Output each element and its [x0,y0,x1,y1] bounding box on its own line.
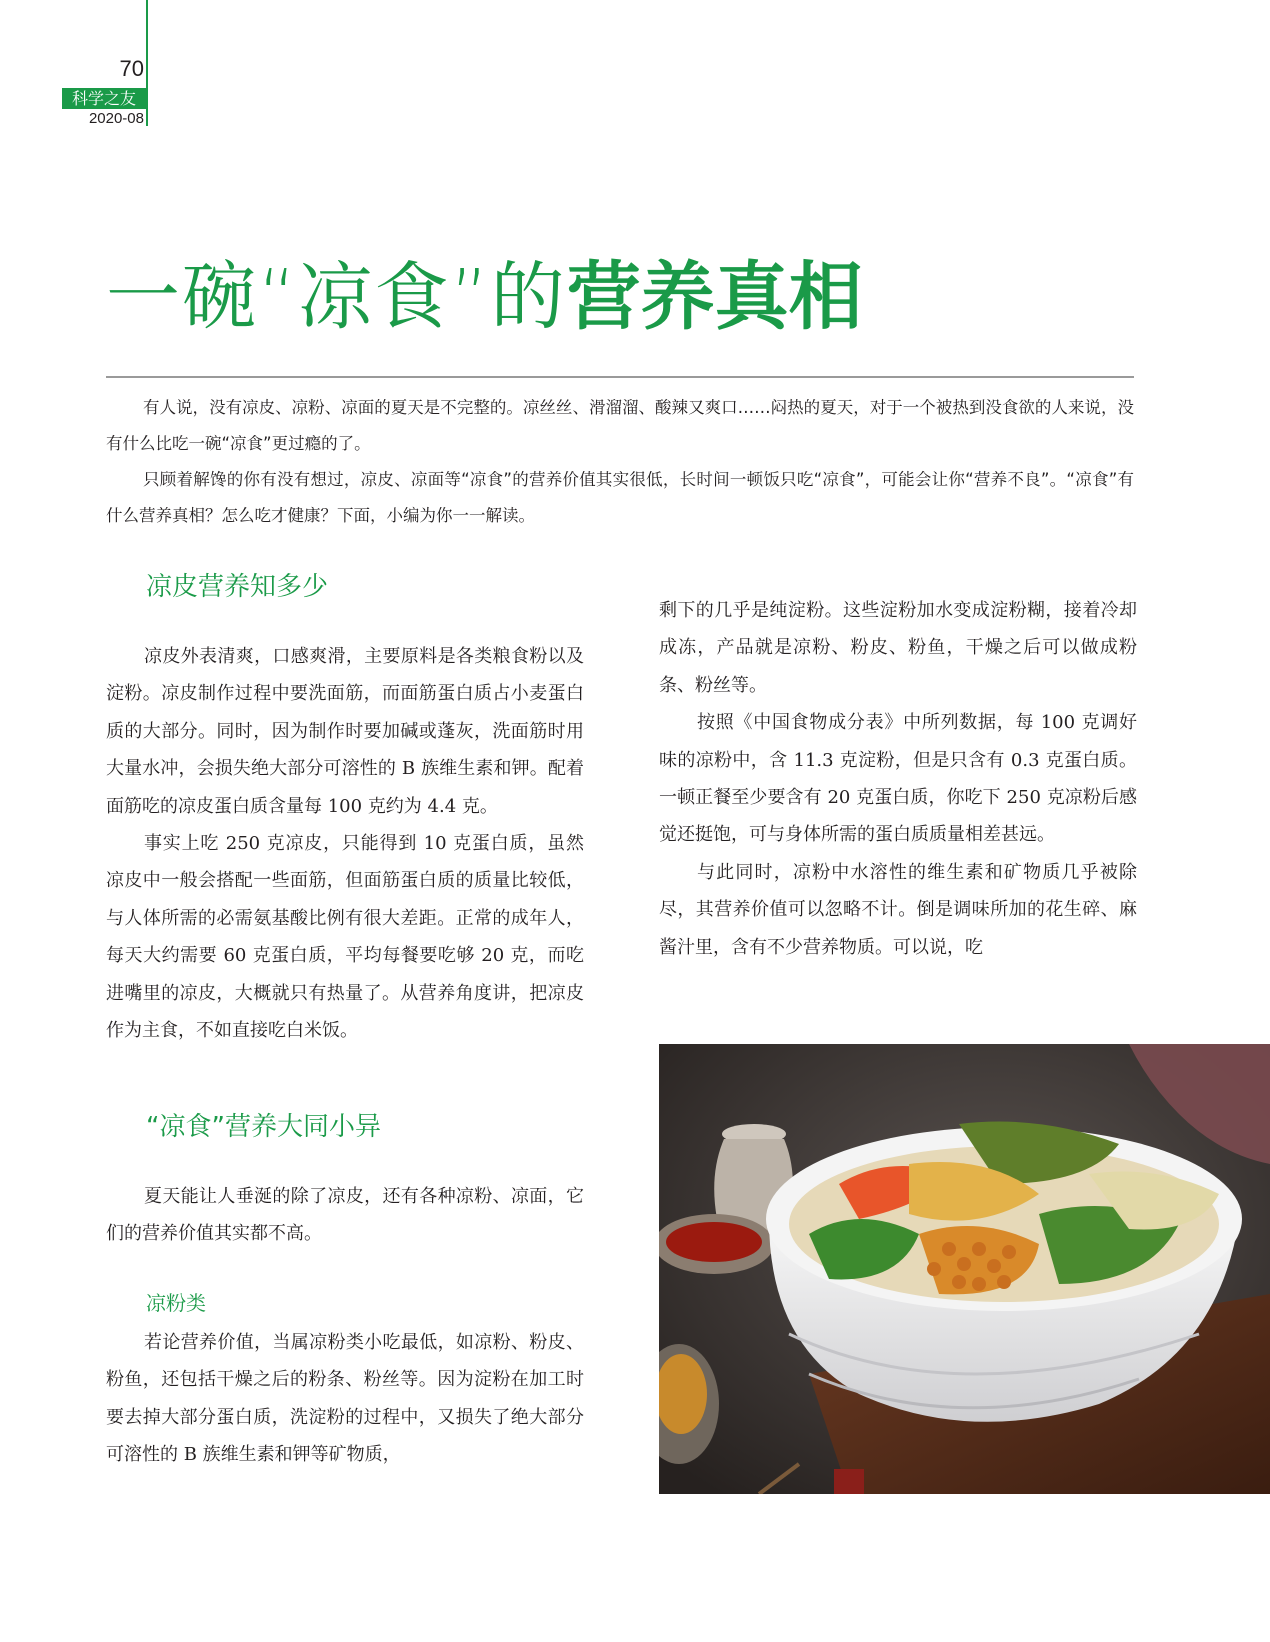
article-title-bold: 营养真相 [566,254,863,340]
subsection-liangfen-body [106,1324,584,1474]
section-heading-liangpi: 凉皮营养知多少 [146,572,329,602]
body-paragraph: 事实上吃 250 克凉皮，只能得到 10 克蛋白质，虽然凉皮中一般会搭配一些面筋，但面筋蛋白质的质量比较低，与人体所需的必需氨基酸比例有很大差距。正常的成年人，每天大约需要 60 克蛋白质，平均每餐要吃够 20 克，而吃进嘴里的凉皮，大概就只有热量了。从营养角度讲，把凉皮作为主食，不如直接吃白米饭。 [106,833,584,1042]
section-liangpi-body [106,638,584,1049]
section-liangshi-body [106,1178,584,1253]
article-title [106,252,863,342]
body-paragraph: 与此同时，凉粉中水溶性的维生素和矿物质几乎被除尽，其营养价值可以忽略不计。倒是调味所加的花生碎、麻酱汁里，含有不少营养物质。可以说，吃 [659,861,1137,958]
body-paragraph: 若论营养价值，当属凉粉类小吃最低，如凉粉、粉皮、粉鱼，还包括干燥之后的粉条、粉丝等。因为淀粉在加工时要去掉大部分蛋白质，洗淀粉的过程中，又损失了绝大部分可溶性的 B 族维生素和钾等矿物质， [106,1332,584,1466]
article-title-light: 一碗“凉食”的 [106,254,567,340]
body-paragraph: 按照《中国食物成分表》中所列数据，每 100 克调好味的凉粉中，含 11.3 克淀粉，但是只含有 0.3 克蛋白质。一顿正餐至少要含有 20 克蛋白质，你吃下 250 克凉粉后感觉还挺饱，可与身体所需的蛋白质质量相差甚远。 [659,712,1137,846]
body-paragraph: 凉皮外表清爽，口感爽滑，主要原料是各类粮食粉以及淀粉。凉皮制作过程中要洗面筋，而面筋蛋白质占小麦蛋白质的大部分。同时，因为制作时要加碱或蓬灰，洗面筋时用大量水冲，会损失绝大部分可溶性的 B 族维生素和钾。配着面筋吃的凉皮蛋白质含量每 100 克约为 4.4 克。 [106,646,584,817]
right-column-body [659,592,1137,966]
title-divider [106,376,1134,378]
page-number: 70 [119,56,144,81]
intro-paragraph: 有人说，没有凉皮、凉粉、凉面的夏天是不完整的。凉丝丝、滑溜溜、酸辣又爽口……闷热的夏天，对于一个被热到没食欲的人来说，没有什么比吃一碗“凉食”更过瘾的了。 [106,398,1134,453]
article-intro [106,390,1134,534]
body-paragraph: 夏天能让人垂涎的除了凉皮，还有各种凉粉、凉面，它们的营养价值其实都不高。 [106,1186,584,1245]
cold-noodle-bowl-photo [659,1044,1270,1494]
subsection-heading-liangfen: 凉粉类 [146,1291,206,1315]
issue-date: 2020-08 [88,110,144,127]
section-heading-liangshi: “凉食”营养大同小异 [146,1112,381,1142]
magazine-name-badge: 科学之友 [62,88,146,109]
body-paragraph-continued: 剩下的几乎是纯淀粉。这些淀粉加水变成淀粉糊，接着冷却成冻，产品就是凉粉、粉皮、粉鱼，干燥之后可以做成粉条、粉丝等。 [659,600,1137,696]
intro-paragraph: 只顾着解馋的你有没有想过，凉皮、凉面等“凉食”的营养价值其实很低，长时间一顿饭只吃“凉食”，可能会让你“营养不良”。“凉食”有什么营养真相？怎么吃才健康？下面，小编为你一一解读。 [106,470,1134,525]
header-vertical-rule [146,0,148,126]
